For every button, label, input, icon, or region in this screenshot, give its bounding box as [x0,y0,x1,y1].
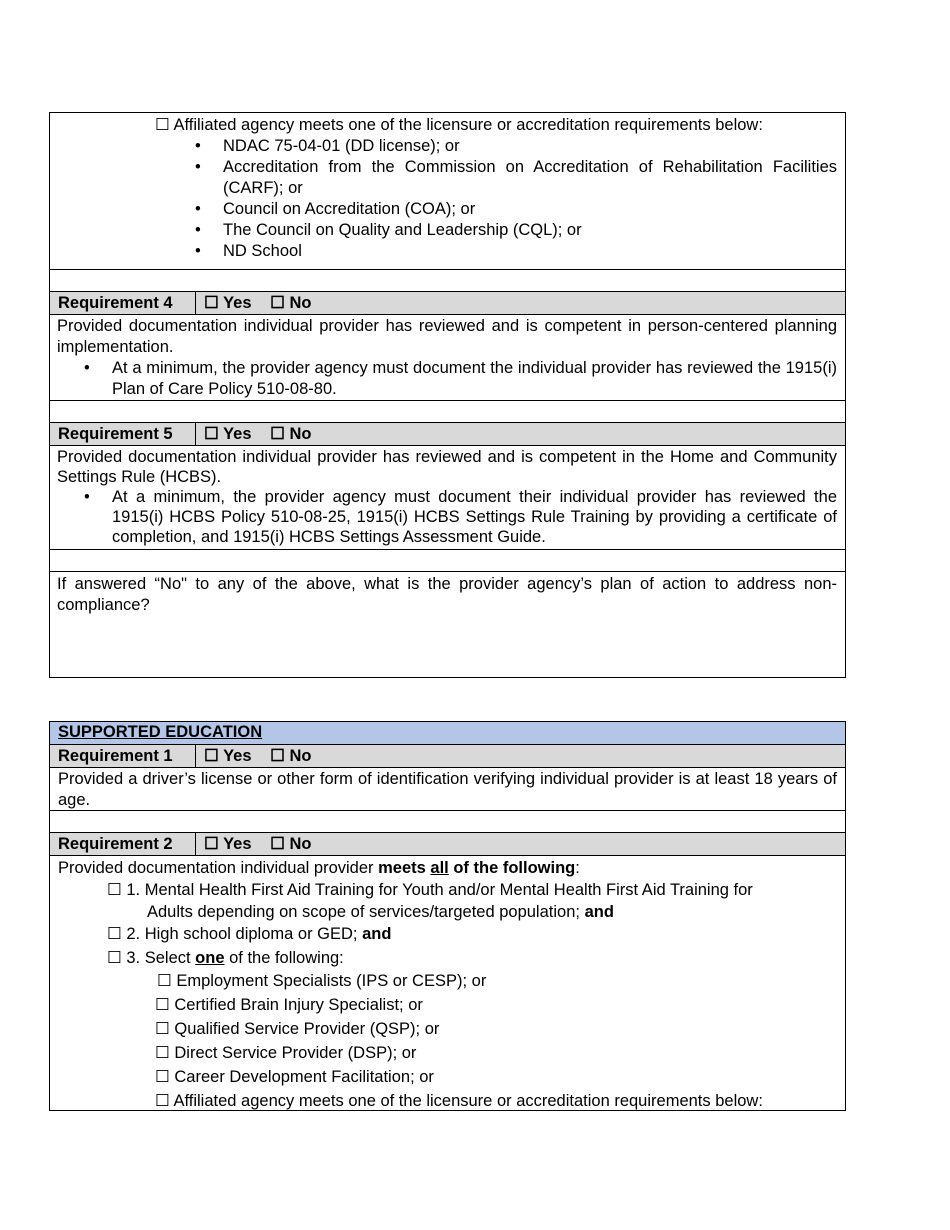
requirement-4-header [50,291,845,314]
criterion-2-text: ☐ 2. High school diploma or GED; [107,925,363,943]
plan-of-action-row[interactable] [50,571,845,677]
requirement-4-no-checkbox[interactable]: ☐ No [270,294,312,312]
criterion-1[interactable] [58,879,837,901]
se-requirement-2-header [50,832,845,855]
requirement-5-header [50,422,845,445]
intro-all: all [430,859,449,877]
criterion-1-continued [58,901,837,923]
option-affiliated-agency[interactable]: ☐ Affiliated agency meets one of the licensure or accreditation requirements below: [155,1092,763,1110]
se-requirement-2-label: Requirement 2 [50,833,196,855]
criterion-2[interactable] [58,923,837,945]
accreditation-item: • Accreditation from the Commission on Accreditation of Rehabilitation Facilities (CARF); or [223,157,837,199]
se-requirement-1-no-checkbox[interactable]: ☐ No [270,747,312,765]
criterion-1-text: ☐ 1. Mental Health First Aid Training for Youth and/or Mental Health First Aid Training for [107,881,753,899]
intro-bold: meets [378,859,431,877]
requirement-5-body [50,445,845,549]
section-title: SUPPORTED EDUCATION [50,722,845,744]
criterion-1-cont-text: Adults depending on scope of services/targeted population; [147,903,585,921]
spacer-row [50,400,845,422]
requirement-4-options [196,292,326,314]
option-qsp[interactable]: ☐ Qualified Service Provider (QSP); or [155,1020,440,1038]
se-requirement-1-yes-checkbox[interactable]: ☐ Yes [204,747,252,765]
intro-colon: : [575,859,580,877]
se-requirement-2-options [196,833,326,855]
se-requirement-2-body [50,855,845,1110]
criterion-3[interactable] [58,947,837,969]
requirements-table-continued [49,112,846,678]
se-requirement-2-intro [58,857,837,879]
accreditation-list [155,136,837,262]
intro-bold: of the following [448,859,576,877]
requirement-4-yes-checkbox[interactable]: ☐ Yes [204,294,252,312]
requirement-5-bullet: • At a minimum, the provider agency must document their individual provider has reviewed the 1915(i) HCBS Policy 510-08-25, 1915(i) HCBS Settings Rule Training by providing a certificate of completion, and 1915(i) HCBS Settings Assessment Guide. [112,487,837,547]
criterion-1-and: and [584,903,614,921]
requirement-5-list [57,487,837,547]
requirement-5-label: Requirement 5 [50,423,196,445]
requirement-5-text: Provided documentation individual provider has reviewed and is competent in the Home and Community Settings Rule (HCBS). [57,448,837,486]
se-requirement-2-yes-checkbox[interactable]: ☐ Yes [204,835,252,853]
criterion-2-and: and [362,925,392,943]
spacer-row [50,810,845,832]
requirement-4-list [57,358,837,400]
accreditation-item: • ND School [223,241,837,262]
requirement-5-options [196,423,326,445]
criterion-3-text: of the following: [224,949,344,967]
accreditation-item: • The Council on Quality and Leadership (CQL); or [223,220,837,241]
requirement-4-body [50,314,845,400]
se-requirement-1-options [196,745,326,767]
requirement-4-label: Requirement 4 [50,292,196,314]
spacer-row [50,269,845,291]
se-requirement-1-body [50,767,845,810]
plan-of-action-question: If answered “No" to any of the above, what is the provider agency’s plan of action to address non-compliance? [57,575,837,614]
accreditation-item: • NDAC 75-04-01 (DD license); or [223,136,837,157]
option-employment-specialists[interactable]: ☐ Employment Specialists (IPS or CESP); or [157,972,487,990]
affiliated-agency-option[interactable]: ☐ Affiliated agency meets one of the licensure or accreditation requirements below: [155,116,763,134]
option-dsp[interactable]: ☐ Direct Service Provider (DSP); or [155,1044,417,1062]
se-requirement-1-label: Requirement 1 [50,745,196,767]
option-brain-injury-specialist[interactable]: ☐ Certified Brain Injury Specialist; or [155,996,423,1014]
requirement-4-bullet: • At a minimum, the provider agency must document the individual provider has reviewed the 1915(i) Plan of Care Policy 510-08-80. [112,358,837,400]
accreditation-item: • Council on Accreditation (COA); or [223,199,837,220]
intro-text: Provided documentation individual provider [58,859,379,877]
spacer-row [50,549,845,571]
affiliated-agency-row [50,113,845,269]
requirement-4-text: Provided documentation individual provider has reviewed and is competent in person-centered planning implementation. [57,317,837,356]
criterion-3-one: one [195,949,225,967]
criterion-3-options [58,969,837,1113]
requirement-5-yes-checkbox[interactable]: ☐ Yes [204,425,252,443]
se-requirement-1-header [50,744,845,767]
criterion-3-text: ☐ 3. Select [107,949,196,967]
se-requirement-1-text: Provided a driver’s license or other form of identification verifying individual provider is at least 18 years of age. [58,770,837,809]
option-career-development[interactable]: ☐ Career Development Facilitation; or [155,1068,434,1086]
requirement-5-no-checkbox[interactable]: ☐ No [270,425,312,443]
supported-education-table [49,721,846,1111]
se-requirement-2-no-checkbox[interactable]: ☐ No [270,835,312,853]
